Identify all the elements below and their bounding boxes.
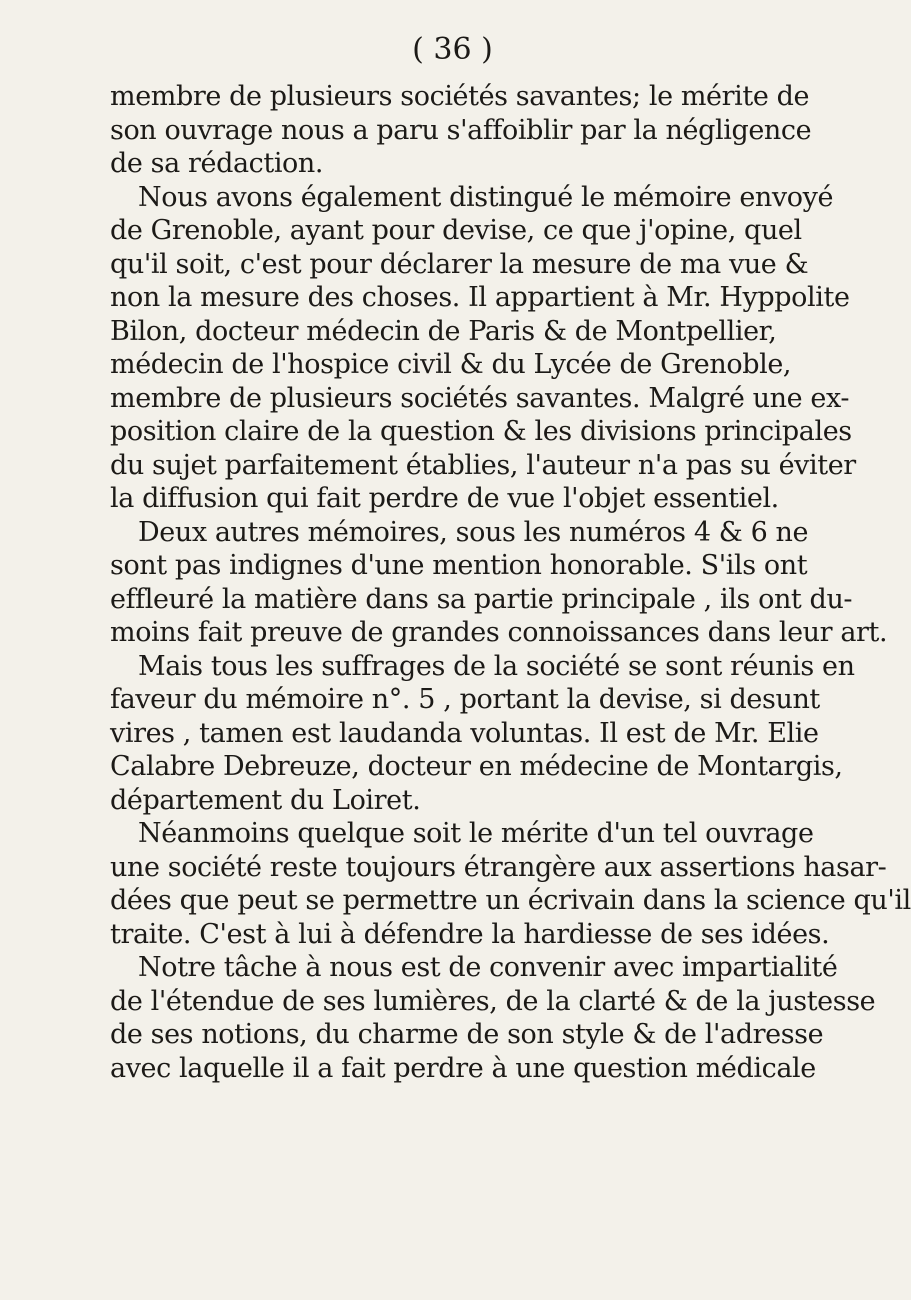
text-line: effleuré la matière dans sa partie principale , ils ont du- (110, 583, 853, 615)
text-line: Bilon, docteur médecin de Paris & de Montpellier, (110, 315, 777, 347)
text-line: du sujet parfaitement établies, l'auteur n'a pas su éviter (110, 449, 856, 481)
text-line: Nous avons également distingué le mémoire envoyé (138, 181, 834, 213)
text-line: une société reste toujours étrangère aux assertions hasar- (110, 851, 887, 883)
text-line: traite. C'est à lui à défendre la hardiesse de ses idées. (110, 918, 830, 950)
text-line: moins fait preuve de grandes connoissances dans leur art. (110, 617, 888, 648)
text-line: position claire de la question & les divisions principales (110, 416, 852, 447)
text-line: sont pas indignes d'une mention honorable. S'ils ont (110, 550, 808, 581)
page-number: ( 36 ) (412, 32, 493, 67)
text-line: avec laquelle il a fait perdre à une question médicale (110, 1052, 816, 1084)
text-line: département du Loiret. (110, 784, 421, 816)
text-line: Notre tâche à nous est de convenir avec impartialité (138, 952, 838, 983)
text-line: de ses notions, du charme de son style & de l'adresse (110, 1019, 824, 1050)
text-line: membre de plusieurs sociétés savantes. Malgré une ex- (110, 382, 850, 414)
text-line: faveur du mémoire n°. 5 , portant la devise, si desunt (110, 684, 820, 715)
body-text (110, 80, 911, 1085)
text-line: Deux autres mémoires, sous les numéros 4 & 6 ne (138, 516, 809, 548)
text-line: non la mesure des choses. Il appartient à Mr. Hyppolite (110, 282, 850, 313)
text-line: membre de plusieurs sociétés savantes; le mérite de (110, 81, 810, 112)
text-line: vires , tamen est laudanda voluntas. Il est de Mr. Elie (110, 717, 819, 749)
text-line: de sa rédaction. (110, 148, 324, 179)
text-line: de Grenoble, ayant pour devise, ce que j'opine, quel (110, 215, 802, 246)
text-line: son ouvrage nous a paru s'affoiblir par la négligence (110, 114, 812, 146)
text-line: qu'il soit, c'est pour déclarer la mesure de ma vue & (110, 248, 809, 280)
text-line: Calabre Debreuze, docteur en médecine de Montargis, (110, 751, 843, 782)
text-line: Mais tous les suffrages de la société se sont réunis en (138, 650, 855, 682)
text-line: de l'étendue de ses lumières, de la clarté & de la justesse (110, 985, 876, 1017)
text-line: médecin de l'hospice civil & du Lycée de Grenoble, (110, 349, 792, 380)
text-line: dées que peut se permettre un écrivain dans la science qu'il (110, 885, 911, 916)
text-line: la diffusion qui fait perdre de vue l'objet essentiel. (110, 483, 779, 514)
text-line: Néanmoins quelque soit le mérite d'un tel ouvrage (138, 818, 814, 849)
